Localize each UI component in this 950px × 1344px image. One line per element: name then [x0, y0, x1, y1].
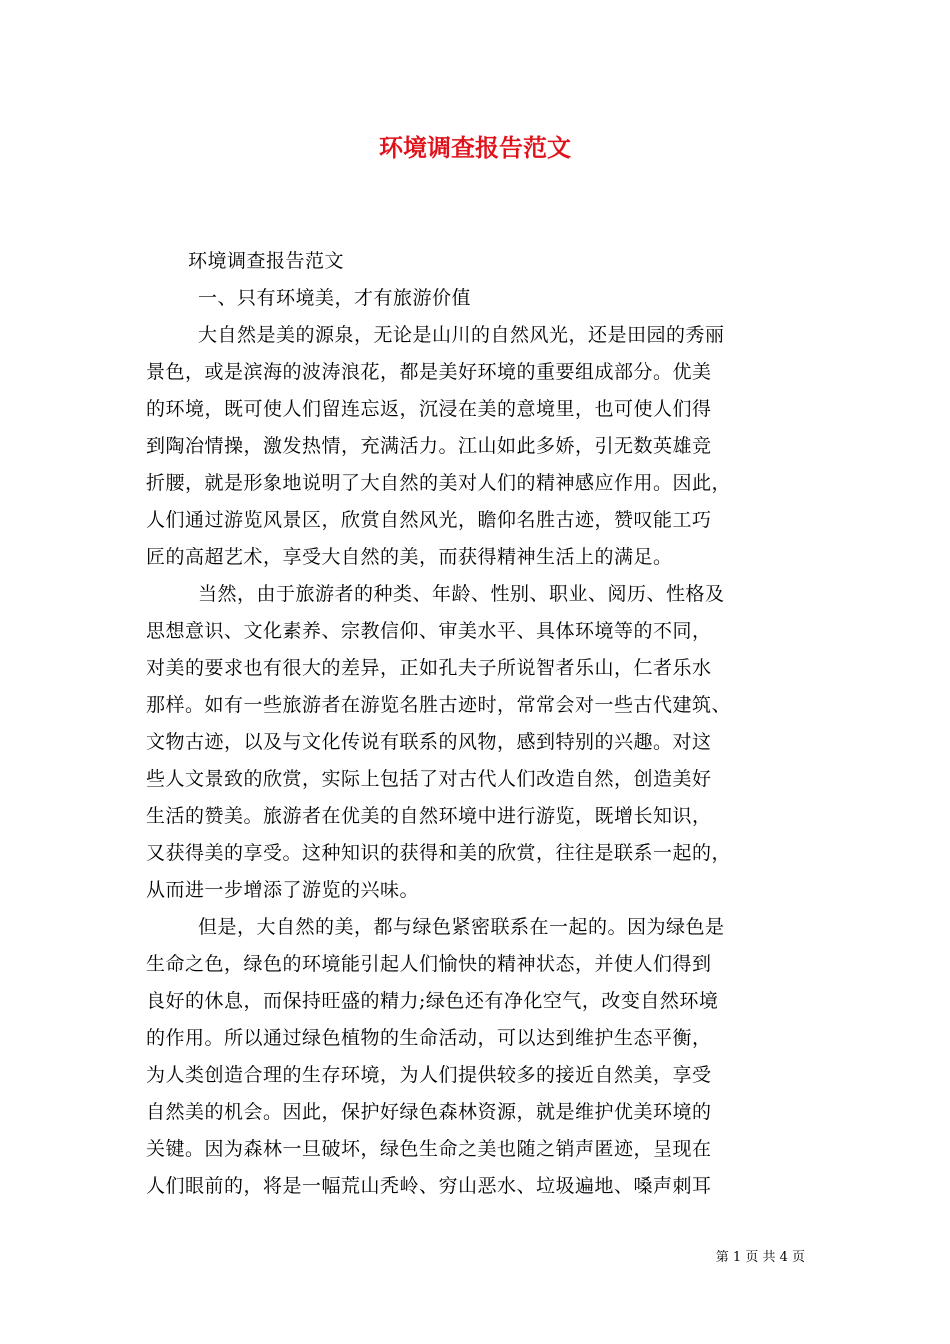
body-line: 又获得美的享受。这种知识的获得和美的欣赏，往往是联系一起的， [146, 842, 732, 864]
body-line: 人们眼前的，将是一幅荒山秃岭、穷山恶水、垃圾遍地、嗓声刺耳 [146, 1175, 712, 1197]
body-line: 匠的高超艺术，享受大自然的美，而获得精神生活上的满足。 [146, 546, 673, 568]
body-line: 环境调查报告范文 [188, 250, 345, 272]
body-line: 那样。如有一些旅游者在游览名胜古迹时，常常会对一些古代建筑、 [146, 694, 732, 716]
body-line: 关键。因为森林一旦破坏，绿色生命之美也随之销声匿迹，呈现在 [146, 1138, 712, 1160]
body-line: 但是，大自然的美，都与绿色紧密联系在一起的。因为绿色是 [198, 916, 725, 938]
body-line: 的作用。所以通过绿色植物的生命活动，可以达到维护生态平衡， [146, 1027, 712, 1049]
body-line: 人们通过游览风景区，欣赏自然风光，瞻仰名胜古迹，赞叹能工巧 [146, 509, 712, 531]
body-line: 思想意识、文化素养、宗教信仰、审美水平、具体环境等的不同， [146, 620, 712, 642]
document-title: 环境调查报告范文 [379, 133, 571, 162]
body-line: 景色，或是滨海的波涛浪花，都是美好环境的重要组成部分。优美 [146, 361, 712, 383]
body-line: 为人类创造合理的生存环境，为人们提供较多的接近自然美，享受 [146, 1064, 712, 1086]
document-body [146, 243, 816, 1205]
body-line: 文物古迹，以及与文化传说有联系的风物，感到特别的兴趣。对这 [146, 731, 712, 753]
body-line: 折腰，就是形象地说明了大自然的美对人们的精神感应作用。因此， [146, 472, 732, 494]
body-line: 大自然是美的源泉，无论是山川的自然风光，还是田园的秀丽 [198, 324, 725, 346]
body-line: 当然，由于旅游者的种类、年龄、性别、职业、阅历、性格及 [198, 583, 725, 605]
body-line: 自然美的机会。因此，保护好绿色森林资源，就是维护优美环境的 [146, 1101, 712, 1123]
body-line: 对美的要求也有很大的差异，正如孔夫子所说智者乐山，仁者乐水 [146, 657, 712, 679]
page-number: 第 1 页 共 4 页 [715, 1250, 805, 1265]
section-heading: 一、只有环境美，才有旅游价值 [198, 287, 472, 309]
body-line: 到陶冶情操，激发热情，充满活力。江山如此多娇，引无数英雄竞 [146, 435, 712, 457]
body-line: 生活的赞美。旅游者在优美的自然环境中进行游览，既增长知识， [146, 805, 712, 827]
body-line: 的环境，既可使人们留连忘返，沉浸在美的意境里，也可使人们得 [146, 398, 712, 420]
body-line: 从而进一步增添了游览的兴味。 [146, 879, 420, 901]
body-line: 生命之色，绿色的环境能引起人们愉快的精神状态，并使人们得到 [146, 953, 712, 975]
body-line: 良好的休息，而保持旺盛的精力;绿色还有净化空气，改变自然环境 [146, 990, 719, 1012]
body-line: 些人文景致的欣赏，实际上包括了对古代人们改造自然，创造美好 [146, 768, 712, 790]
